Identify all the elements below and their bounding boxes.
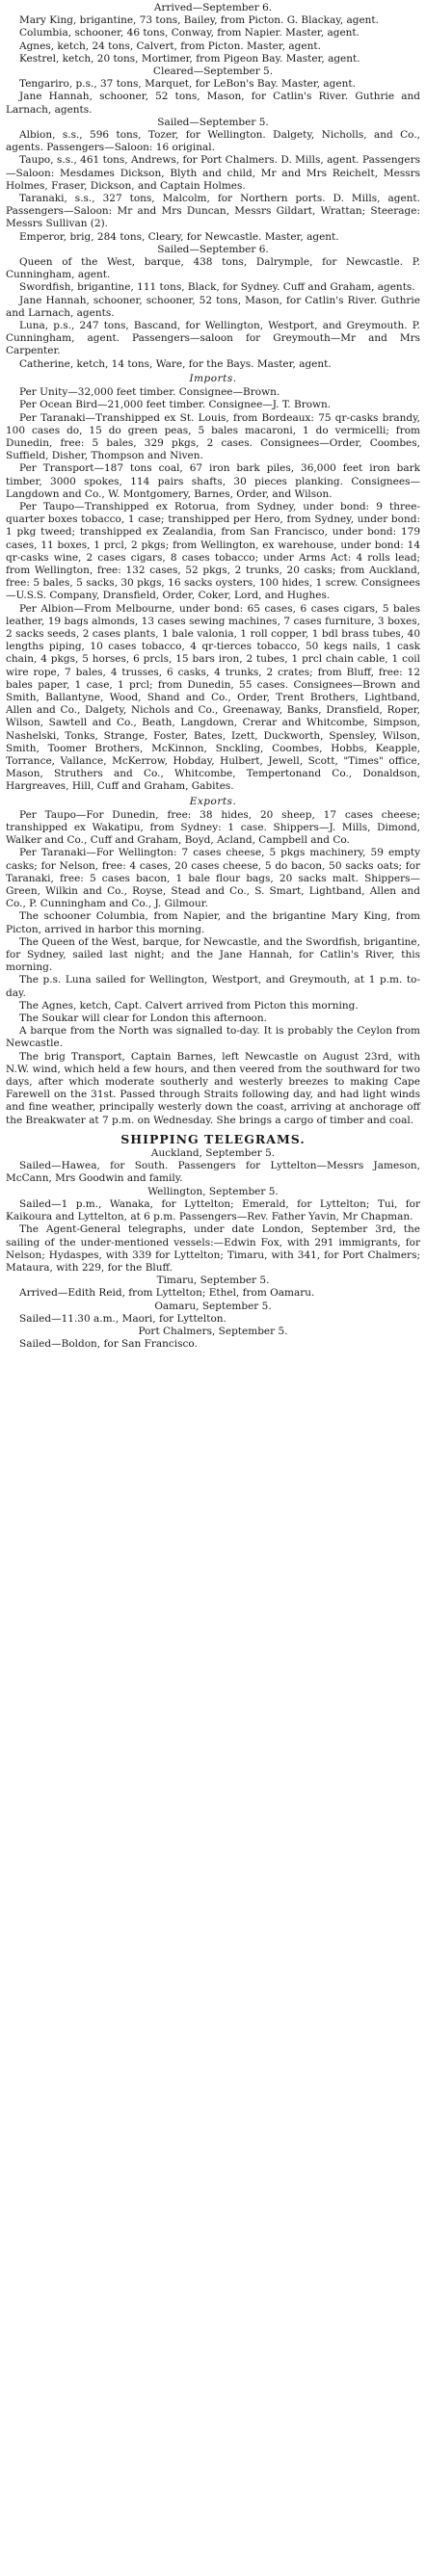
shipping-paragraph: Sailed—1 p.m., Wanaka, for Lyttelton; Emerald, for Lyttelton; Tui, for Kaikoura and Lyttelton, at 6 p.m. Passengers—Rev. Father Yavin, Mr Chapman. — [6, 1197, 420, 1223]
dateline-heading: Wellington, September 5. — [147, 1185, 279, 1197]
shipping-paragraph: Columbia, schooner, 46 tons, Conway, from Napier. Master, agent. — [19, 27, 359, 39]
shipping-paragraph: Arrived—Edith Reid, from Lyttelton; Ethel, from Oamaru. — [19, 1287, 315, 1300]
shipping-paragraph: The brig Transport, Captain Barnes, left Newcastle on August 23rd, with N.W. wind, which held a few hours, and then veered from the southward for two days, after which moderate southerly and westerly breezes to making Cape Farewell on the 31st. Passed through Straits following day, and had light winds and fine weather, principally westerly down the coast, arriving at anchorage off the Breakwater at 7 p.m. on Wednesday. She brings a cargo of timber and coal. — [6, 1050, 420, 1126]
dateline-heading: Arrived—September 6. — [153, 2, 273, 13]
shipping-paragraph: Per Unity—32,000 feet timber. Consignee—Brown. — [19, 386, 280, 399]
dateline-heading: Port Chalmers, September 5. — [138, 1325, 288, 1337]
shipping-paragraph: The schooner Columbia, from Napier, and the brigantine Mary King, from Picton, arrived in harbor this morning. — [6, 910, 420, 935]
shipping-paragraph: Per Taranaki—Transhipped ex St. Louis, from Bordeaux: 75 qr-casks brandy, 100 cases do, 15 do green peas, 5 bales macaroni, 1 do vermicelli; from Dunedin, free: 5 bales, 329 pkgs, 2 cases. Consignees—Order, Coombes, Suffield, Disher, Thompson and Niven. — [6, 411, 420, 462]
newspaper-column — [6, 0, 420, 1351]
shipping-paragraph: Per Transport—187 tons coal, 67 iron bark piles, 36,000 feet iron bark timber, 3000 spokes, 114 pairs shafts, 30 pieces planking. Consignees—Langdown and Co., W. Montgomery, Barnes, Order, and Wilson. — [6, 462, 420, 500]
dateline-heading: Oamaru, September 5. — [154, 1300, 272, 1312]
shipping-paragraph: Luna, p.s., 247 tons, Bascand, for Wellington, Westport, and Greymouth. P. Cunningham, agent. Passengers—saloon for Greymouth—Mr and Mrs Carpenter. — [6, 320, 420, 357]
shipping-paragraph: Per Taupo—Transhipped ex Rotorua, from Sydney, under bond: 9 three-quarter boxes tobacco, 1 case; transhipped per Hero, from Sydney, under bond: 1 pkg tweed; transhipped ex Zealandia, from San Francisco, under bond: 179 cases, 11 boxes, 1 prcl, 2 pkgs; from Wellington, ex warehouse, under bond: 14 qr-casks wine, 2 cases cigars, 8 cases tobacco; under Arms Act: 4 rolls lead; from Wellington, free: 132 cases, 52 pkgs, 2 trunks, 20 casks; from Auckland, free: 5 bales, 5 sacks, 30 pkgs, 16 sacks oysters, 100 hides, 1 screw. Consignees—U.S.S. Company, Dransfield, Order, Coker, Lord, and Hughes. — [6, 500, 420, 602]
shipping-paragraph: Jane Hannah, schooner, schooner, 52 tons, Mason, for Catlin's River. Guthrie and Larnach, agents. — [6, 294, 420, 319]
dateline-heading: Auckland, September 5. — [150, 1147, 276, 1160]
shipping-paragraph: The Agent-General telegraphs, under date London, September 3rd, the sailing of the under-mentioned vessels:—Edwin Fox, with 291 immigrants, for Nelson; Hydaspes, with 339 for Lyttelton; Timaru, with 341, for Port Chalmers; Mataura, with 229, for the Bluff. — [6, 1223, 420, 1274]
shipping-paragraph: Per Taranaki—For Wellington: 7 cases cheese, 5 pkgs machinery, 59 empty casks; for Nelson, free: 4 cases, 20 cases cheese, 5 do bacon, 50 sacks oats; for Taranaki, free: 5 cases bacon, 1 bale flour bags, 20 sacks malt. Shippers—Green, Wilkin and Co., Royse, Stead and Co., S. Smart, Lightband, Allen and Co., P. Cunningham and Co., J. Gilmour. — [6, 847, 420, 910]
shipping-paragraph: Per Ocean Bird—21,000 feet timber. Consignee—J. T. Brown. — [19, 399, 332, 411]
shipping-paragraph: Jane Hannah, schooner, 52 tons, Mason, for Catlin's River. Guthrie and Larnach, agents. — [6, 91, 420, 116]
shipping-paragraph: Tengariro, p.s., 37 tons, Marquet, for LeBon's Bay. Master, agent. — [19, 78, 356, 91]
shipping-paragraph: The Soukar will clear for London this afternoon. — [19, 1012, 267, 1025]
shipping-paragraph: Kestrel, ketch, 20 tons, Mortimer, from Pigeon Bay. Master, agent. — [19, 52, 360, 65]
dateline-heading: Timaru, September 5. — [156, 1275, 270, 1287]
dateline-heading: Sailed—September 5. — [157, 116, 269, 128]
shipping-paragraph: Taranaki, s.s., 327 tons, Malcolm, for Northern ports. D. Mills, agent. Passengers—Saloon: Mr and Mrs Duncan, Messrs Gildart, Wrattan; Steerage: Messrs Sullivan (2). — [6, 193, 420, 230]
shipping-paragraph: A barque from the North was signalled to-day. It is probably the Ceylon from Newcastle. — [6, 1025, 420, 1050]
dateline-heading: Cleared—September 5. — [152, 66, 274, 78]
shipping-paragraph: The Agnes, ketch, Capt. Calvert arrived from Picton this morning. — [19, 999, 359, 1012]
shipping-paragraph: Sailed—Hawea, for South. Passengers for Lyttelton—Messrs Jameson, McCann, Mrs Goodwin and family. — [6, 1160, 420, 1185]
shipping-paragraph: Taupo, s.s., 461 tons, Andrews, for Port Chalmers. D. Mills, agent. Passengers—Saloon: Mesdames Dickson, Blyth and child, Mr and Mrs Reichelt, Messrs Holmes, Fraser, Dickson, and Captain Holmes. — [6, 154, 420, 192]
section-title: SHIPPING TELEGRAMS. — [120, 1131, 306, 1146]
shipping-paragraph: Sailed—11.30 a.m., Maori, for Lyttelton. — [19, 1312, 226, 1325]
shipping-paragraph: Per Taupo—For Dunedin, free: 38 hides, 20 sheep, 17 cases cheese; transhipped ex Wakatipu, from Sydney: 1 case. Shippers—J. Mills, Dimond, Walker and Co., Cuff and Graham, Boyd, Acland, Campbell and Co. — [6, 808, 420, 847]
shipping-paragraph: Sailed—Boldon, for San Francisco. — [19, 1338, 198, 1351]
section-heading: Exports. — [189, 795, 237, 807]
shipping-paragraph: Queen of the West, barque, 438 tons, Dalrymple, for Newcastle. P. Cunningham, agent. — [6, 256, 420, 281]
shipping-paragraph: Mary King, brigantine, 73 tons, Bailey, from Picton. G. Blackay, agent. — [19, 14, 379, 27]
shipping-paragraph: Swordfish, brigantine, 111 tons, Black, for Sydney. Cuff and Graham, agents. — [19, 281, 415, 294]
dateline-heading: Sailed—September 6. — [157, 243, 269, 255]
shipping-paragraph: The Queen of the West, barque, for Newcastle, and the Swordfish, brigantine, for Sydney, sailed last night; and the Jane Hannah, for Catlin's River, this morning. — [6, 935, 420, 974]
section-heading: Imports. — [189, 372, 237, 384]
shipping-paragraph: The p.s. Luna sailed for Wellington, Westport, and Greymouth, at 1 p.m. to-day. — [6, 974, 420, 999]
shipping-paragraph: Catherine, ketch, 14 tons, Ware, for the Bays. Master, agent. — [19, 357, 332, 370]
shipping-paragraph: Albion, s.s., 596 tons, Tozer, for Wellington. Dalgety, Nicholls, and Co., agents. Passengers—Saloon: 16 original. — [6, 129, 420, 154]
shipping-paragraph: Emperor, brig, 284 tons, Cleary, for Newcastle. Master, agent. — [19, 230, 339, 243]
shipping-paragraph: Per Albion—From Melbourne, under bond: 65 cases, 6 cases cigars, 5 bales leather, 19 bags almonds, 13 cases sewing machines, 7 cases furniture, 3 boxes, 2 sacks seeds, 2 cases plants, 1 bale valonia, 1 roll copper, 1 bdl brass tubes, 40 lengths piping, 10 cases tobacco, 4 qr-tierces tobacco, 50 kegs nails, 1 cask chain, 4 pkgs, 5 horses, 6 prcls, 15 bars iron, 2 tubes, 1 prcl chain cable, 1 coil wire rope, 7 bales, 4 trusses, 6 casks, 4 trunks, 2 crates; from Bluff, free: 12 bales paper, 1 case, 1 prcl; from Dunedin, 55 cases. Consignees—Brown and Smith, Ballantyne, Wood, Shand and Co., Order, Trent Brothers, Lightband, Allen and Co., Dalgety, Nichols and Co., Greenaway, Banks, Dransfield, Roper, Wilson, Sawtell and Co., Beath, Langdown, Crerar and Whitcombe, Simpson, Nashelski, Tonks, Strange, Foster, Bates, Izett, Duckworth, Spensley, Wilson, Smith, Toomer Brothers, McKinnon, Snckling, Coombes, Hobbs, Keapple, Torrance, Vallance, McKerrow, Hobday, Hulbert, Jewell, Scott, "Times" office, Mason, Struthers and Co., Whitcombe, Tempertonand Co., Donaldson, Hargreaves, Hill, Cuff and Graham, Gabites. — [6, 602, 420, 793]
shipping-paragraph: Agnes, ketch, 24 tons, Calvert, from Picton. Master, agent. — [19, 39, 321, 52]
